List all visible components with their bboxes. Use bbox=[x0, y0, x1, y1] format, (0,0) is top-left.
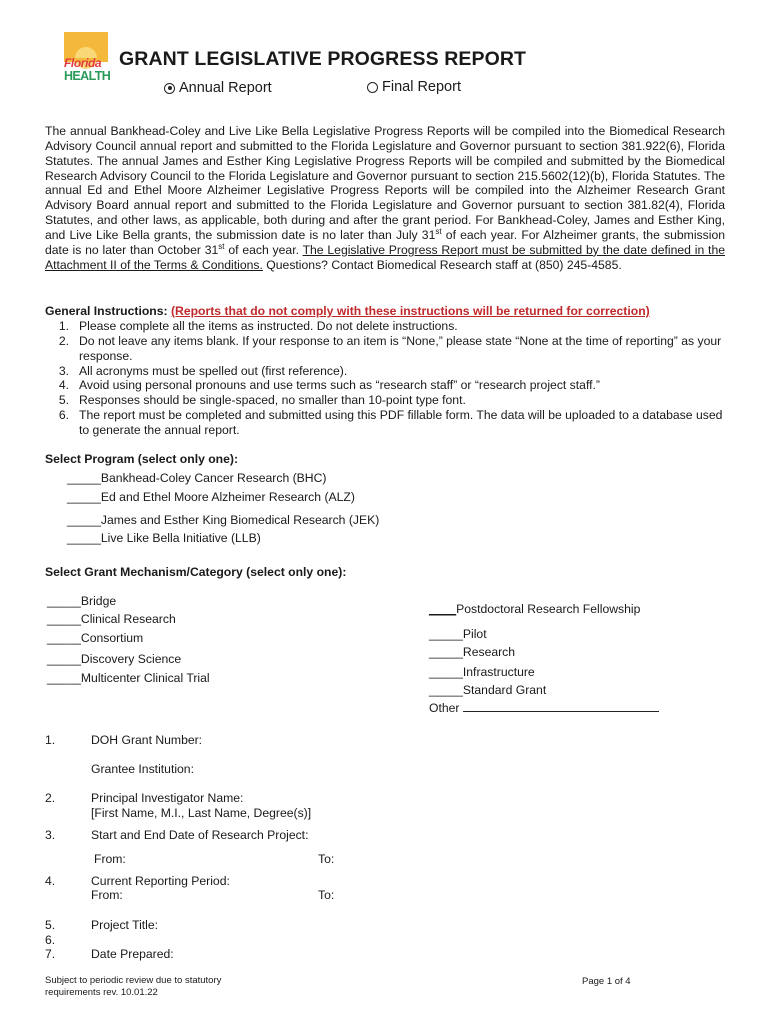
instructions-heading-row bbox=[45, 304, 650, 318]
instruction-number: 5. bbox=[58, 393, 69, 408]
logo-text-florida: Florida bbox=[64, 56, 102, 70]
postdoc-blank: ____ bbox=[429, 602, 457, 616]
instructions-heading: General Instructions: bbox=[45, 304, 168, 318]
footer-note bbox=[45, 975, 221, 999]
instructions-warning: (Reports that do not comply with these instructions will be returned for correction) bbox=[170, 304, 650, 318]
project-to-label: To: bbox=[318, 852, 335, 866]
grantee-institution-label: Grantee Institution: bbox=[91, 762, 194, 776]
intro-text-3: of each year. bbox=[224, 242, 303, 257]
doh-grant-number-label: DOH Grant Number: bbox=[91, 733, 203, 747]
radio-unselected-icon[interactable] bbox=[367, 82, 378, 93]
program-option-jek[interactable]: _____James and Esther King Biomedical Research (JEK) bbox=[67, 513, 380, 527]
field-number-5: 5. bbox=[45, 918, 56, 932]
intro-paragraph bbox=[45, 124, 725, 272]
project-from-label: From: bbox=[94, 852, 126, 866]
instruction-text: Do not leave any items blank. If your response to an item is “None,” please state “None at the time of reporting” as your response. bbox=[79, 333, 722, 363]
instruction-text: The report must be completed and submitted using this PDF fillable form. The data will be uploaded to a database used to generate the annual report. bbox=[79, 408, 723, 437]
instruction-item bbox=[45, 393, 725, 408]
instruction-number: 4. bbox=[58, 378, 69, 393]
period-to-label: To: bbox=[318, 888, 335, 902]
page-title: GRANT LEGISLATIVE PROGRESS REPORT bbox=[119, 48, 527, 70]
mechanism-multicenter-trial[interactable]: _____Multicenter Clinical Trial bbox=[47, 671, 210, 685]
instruction-item bbox=[45, 319, 725, 334]
intro-text-2: of each year. For Alzheimer grants, the submission date is no later than October 31 bbox=[45, 227, 725, 257]
page-number: Page 1 of 4 bbox=[582, 976, 631, 987]
pi-name-hint: [First Name, M.I., Last Name, Degree(s)] bbox=[91, 806, 312, 820]
instruction-item bbox=[45, 378, 725, 393]
radio-selected-icon[interactable] bbox=[164, 83, 175, 94]
project-dates-label: Start and End Date of Research Project: bbox=[91, 828, 309, 842]
instruction-text: Responses should be single-spaced, no smaller than 10-point type font. bbox=[79, 393, 466, 408]
mechanism-clinical-research[interactable]: _____Clinical Research bbox=[47, 612, 176, 626]
instruction-number: 6. bbox=[58, 408, 69, 423]
field-number-3: 3. bbox=[45, 828, 56, 842]
instruction-text: All acronyms must be spelled out (first reference). bbox=[79, 363, 348, 378]
program-option-llb[interactable]: _____Live Like Bella Initiative (LLB) bbox=[67, 531, 261, 545]
instruction-item bbox=[45, 408, 725, 438]
program-heading: Select Program (select only one): bbox=[45, 452, 239, 466]
period-from-label: From: bbox=[91, 888, 123, 902]
intro-text-1: The annual Bankhead-Coley and Live Like Bella Legislative Progress Reports will be compiled into the Biomedical Research Advisory Council annual report and submitted to the Florida Legislature and Governor pursuant to section 381.922(6), Florida Statutes. The annual James and Esther King Legislative Progress Reports will be compiled and submitted by the Biomedical Research Advisory Council to the Florida Legislature and Governor pursuant to section 215.5602(12)(b), Florida Statutes. The annual Ed and Ethel Moore Alzheimer Legislative Progress Reports will be compiled into the Alzheimer Research Grant Advisory Board annual report and submitted to the Florida Legislature and Governor pursuant to section 381.82(4), Florida Statutes, and other laws, as applicable, both during and after the grant period. For Bankhead-Coley, James and Esther King, and Live Like Bella grants, the submission date is no later than July 31 bbox=[45, 124, 725, 242]
footer-note-line2: requirements rev. 10.01.22 bbox=[45, 987, 158, 998]
other-input-line[interactable] bbox=[463, 701, 659, 712]
final-report-radio[interactable] bbox=[367, 79, 461, 95]
mechanism-consortium[interactable]: _____Consortium bbox=[47, 631, 144, 645]
mechanism-standard-grant[interactable]: _____Standard Grant bbox=[429, 683, 547, 697]
program-option-alz[interactable]: _____Ed and Ethel Moore Alzheimer Research (ALZ) bbox=[67, 490, 355, 504]
intro-deadline-notice: The Legislative Progress Report must be submitted by the date defined in the Attachment II of the Terms & Conditions. bbox=[45, 242, 726, 272]
program-option-bhc[interactable]: _____Bankhead-Coley Cancer Research (BHC) bbox=[67, 471, 327, 485]
project-title-label: Project Title: bbox=[91, 918, 159, 932]
instruction-item bbox=[45, 334, 725, 364]
mechanism-bridge[interactable]: _____Bridge bbox=[47, 594, 117, 608]
intro-text-4: Questions? Contact Biomedical Research staff at (850) 245-4585. bbox=[262, 257, 622, 272]
annual-report-radio[interactable] bbox=[164, 80, 272, 96]
field-number-7: 7. bbox=[45, 947, 56, 961]
mechanism-infrastructure[interactable]: _____Infrastructure bbox=[429, 665, 535, 679]
reporting-period-label: Current Reporting Period: bbox=[91, 874, 230, 888]
instruction-number: 2. bbox=[58, 333, 69, 348]
instruction-number: 3. bbox=[58, 363, 69, 378]
logo-text-health: HEALTH bbox=[64, 69, 111, 83]
instruction-item bbox=[45, 364, 725, 379]
final-report-label: Final Report bbox=[382, 79, 461, 95]
mechanism-other[interactable] bbox=[429, 701, 659, 715]
field-number-1: 1. bbox=[45, 733, 56, 747]
other-label: Other bbox=[429, 701, 460, 715]
pi-name-label: Principal Investigator Name: bbox=[91, 791, 244, 805]
mechanism-research[interactable]: _____Research bbox=[429, 645, 516, 659]
date-prepared-label: Date Prepared: bbox=[91, 947, 174, 961]
mechanism-heading: Select Grant Mechanism/Category (select only one): bbox=[45, 565, 347, 579]
instruction-number: 1. bbox=[58, 319, 69, 333]
postdoc-label: Postdoctoral Research Fellowship bbox=[456, 602, 641, 616]
field-number-2: 2. bbox=[45, 791, 56, 805]
instruction-text: Avoid using personal pronouns and use terms such as “research staff” or “research project staff.” bbox=[79, 378, 600, 393]
mechanism-pilot[interactable]: _____Pilot bbox=[429, 627, 487, 641]
annual-report-label: Annual Report bbox=[179, 80, 272, 96]
field-number-6: 6. bbox=[45, 933, 56, 947]
instruction-text: Please complete all the items as instructed. Do not delete instructions. bbox=[79, 319, 458, 333]
mechanism-postdoc[interactable] bbox=[429, 602, 640, 616]
footer-note-line1: Subject to periodic review due to statutory bbox=[45, 975, 222, 986]
field-number-4: 4. bbox=[45, 874, 56, 888]
instructions-list bbox=[45, 319, 725, 438]
florida-health-logo bbox=[64, 32, 111, 86]
intro-sup-2: st bbox=[218, 241, 225, 251]
intro-sup-1: st bbox=[435, 226, 442, 236]
mechanism-discovery-science[interactable]: _____Discovery Science bbox=[47, 652, 182, 666]
